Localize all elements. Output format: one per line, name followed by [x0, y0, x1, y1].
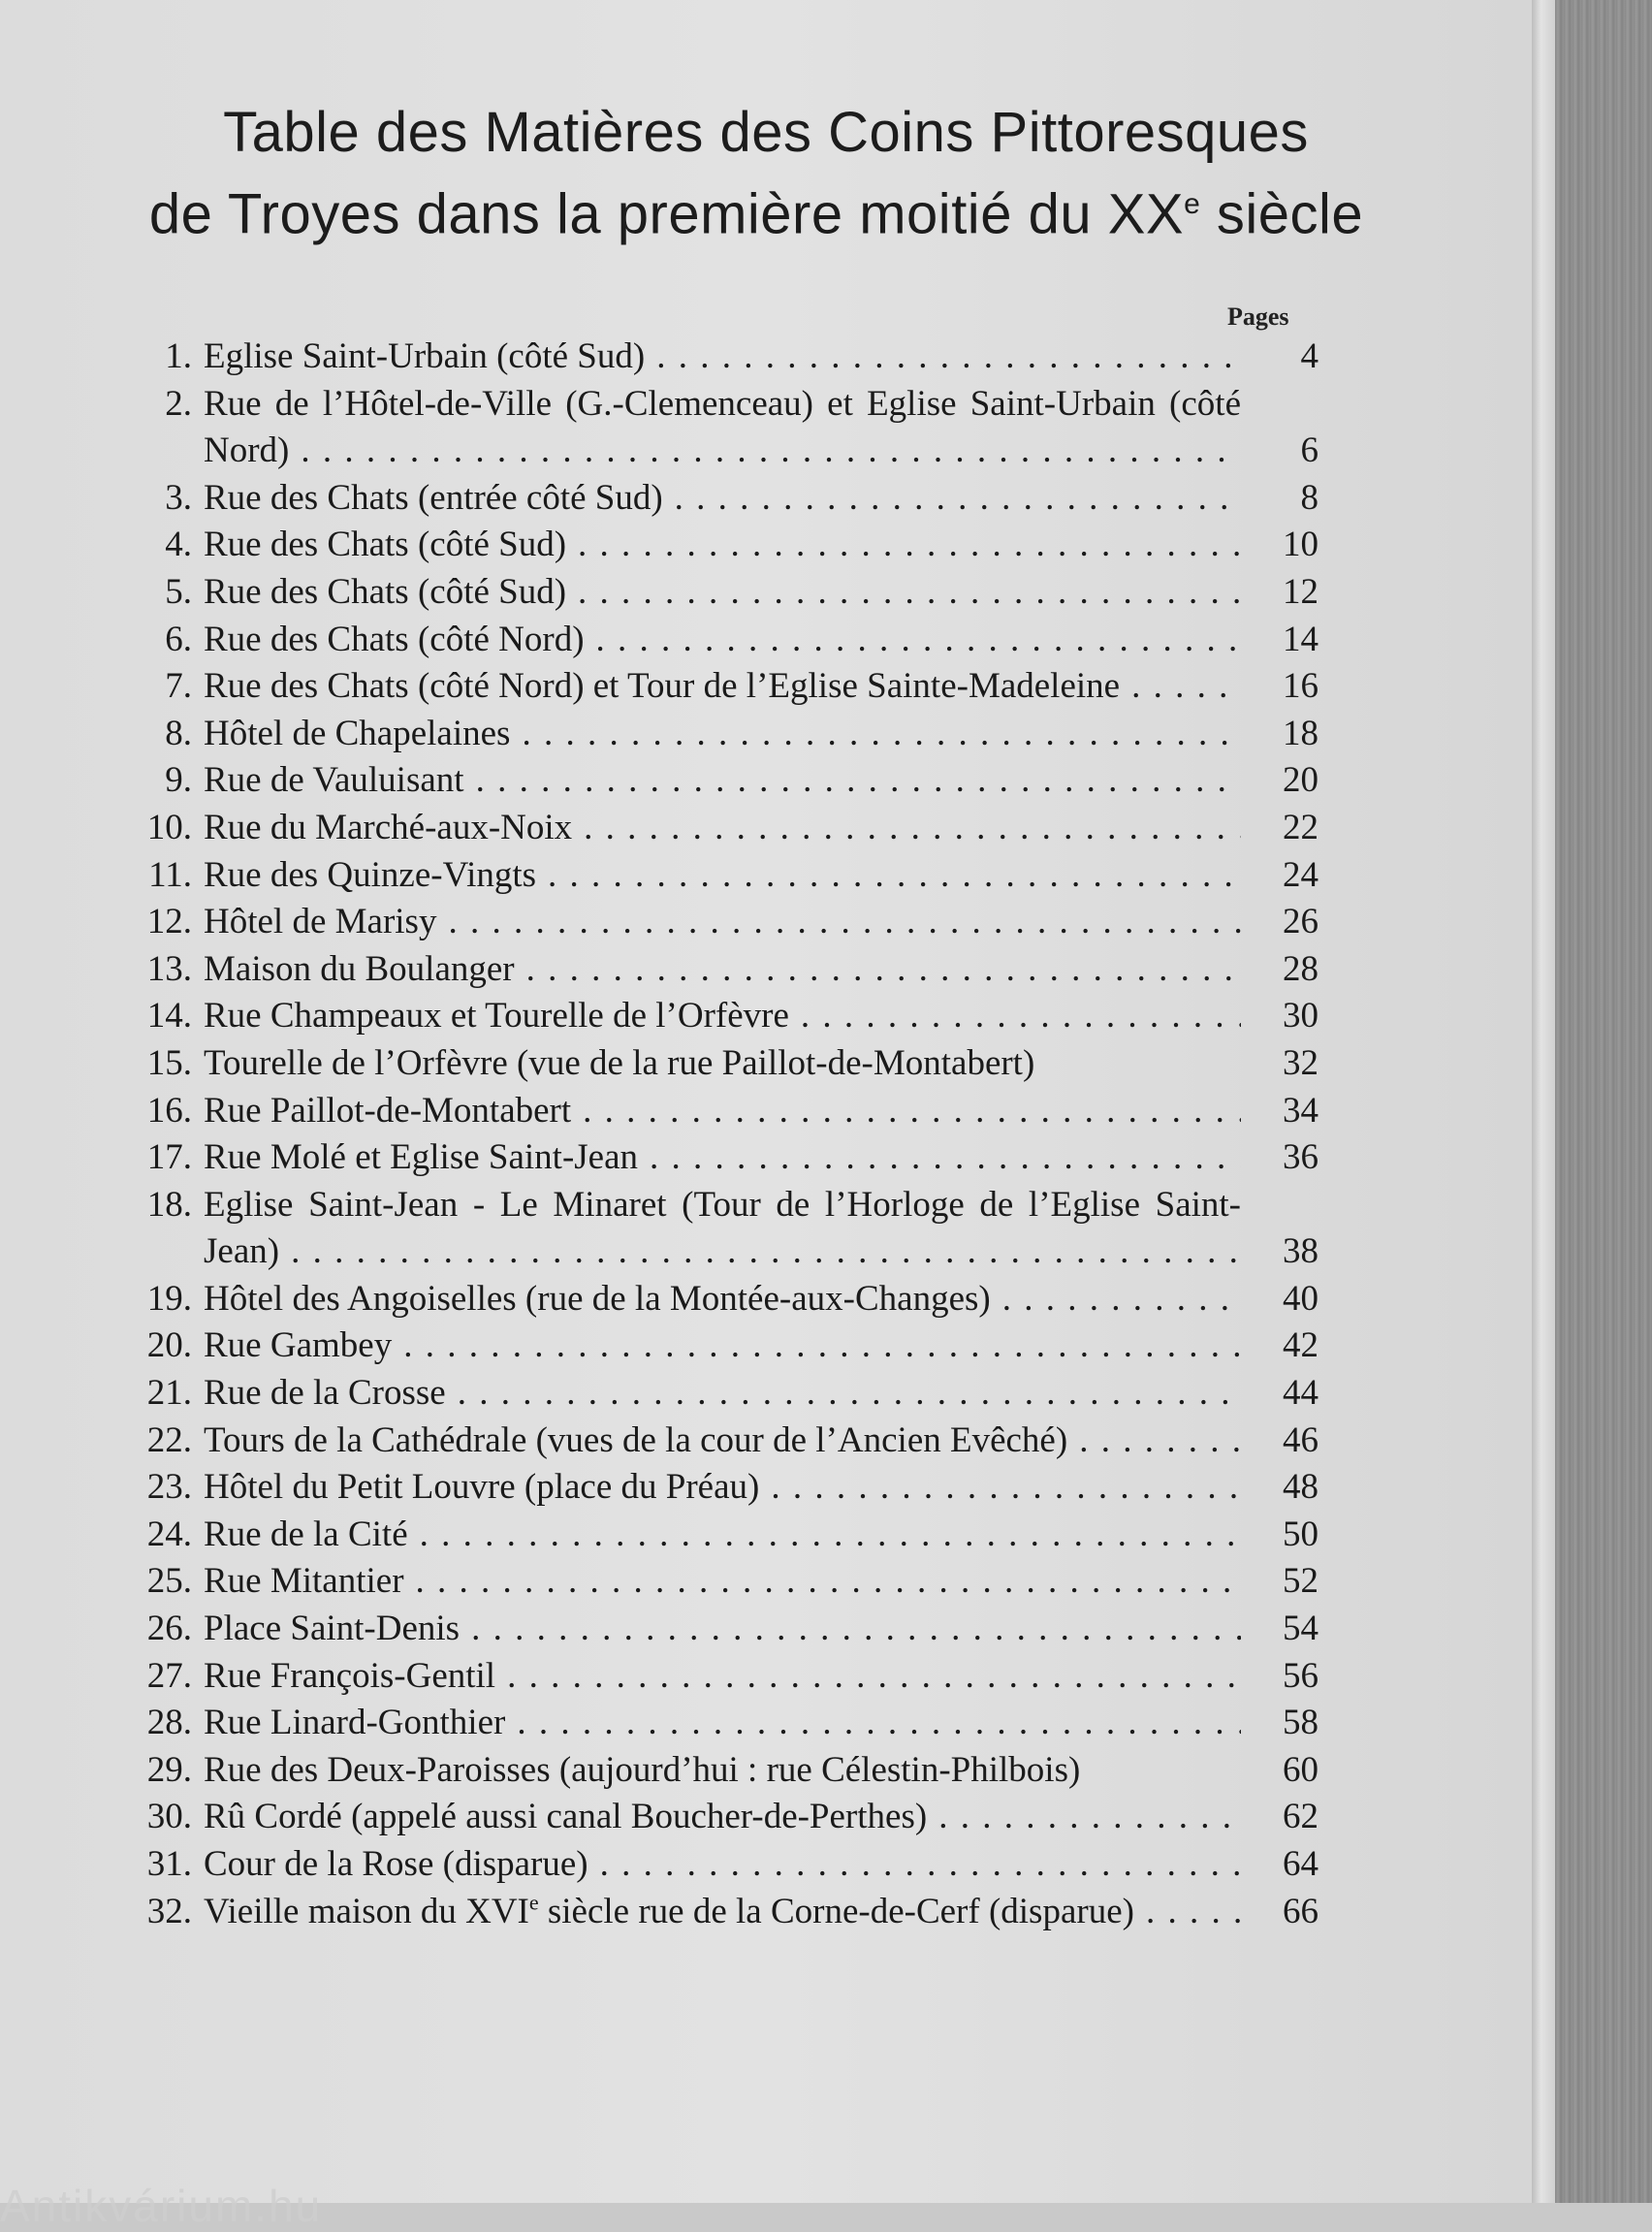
entry-number: 8. [165, 713, 192, 753]
page-edge [1532, 0, 1555, 2203]
entry-page: 14 [1283, 619, 1318, 659]
entry-page: 52 [1283, 1561, 1318, 1602]
entry-title: Hôtel des Angoiselles (rue de la Montée-aux-Changes) . . . [204, 1276, 1241, 1323]
toc-entry [109, 1323, 1318, 1370]
toc-entry [109, 569, 1318, 617]
entry-title: Rue des Chats (côté Nord) . . . [204, 617, 1241, 664]
entry-number: 29. [146, 1749, 192, 1790]
entry-number: 22. [146, 1419, 192, 1460]
entry-title: Rue de Vauluisant . . . [204, 757, 1241, 805]
entry-title: Rue de la Crosse . . . [204, 1370, 1241, 1418]
entry-title: Rue Mitantier . . . [204, 1558, 1241, 1606]
entry-page: 44 [1283, 1373, 1318, 1414]
entry-title: Hôtel de Chapelaines . . . [204, 711, 1241, 758]
toc-entry [109, 946, 1318, 994]
entry-page: 64 [1283, 1844, 1318, 1884]
entry-number: 4. [165, 525, 192, 565]
entry-title: Vieille maison du XVIe siècle rue de la Corne-de-Cerf (disparue) . . . [204, 1889, 1241, 1936]
entry-number: 6. [165, 619, 192, 659]
toc-entry [109, 1558, 1318, 1606]
toc-entry [109, 1418, 1318, 1465]
entry-title: Eglise Saint-Jean - Le Minaret (Tour de l’Horloge de l’Eglise Saint-Jean) . . . [204, 1182, 1241, 1276]
entry-number: 25. [146, 1561, 192, 1602]
entry-title: Rue Champeaux et Tourelle de l’Orfèvre . . . [204, 993, 1241, 1040]
entry-number: 13. [146, 948, 192, 989]
entry-number: 32. [146, 1891, 192, 1931]
entry-page: 4 [1300, 336, 1318, 376]
entry-page: 32 [1283, 1042, 1318, 1083]
entry-page: 10 [1283, 525, 1318, 565]
entry-number: 5. [165, 571, 192, 612]
toc-entry [109, 1889, 1318, 1936]
entry-title: Rue des Chats (côté Sud) . . . [204, 522, 1241, 569]
entry-number: 16. [146, 1090, 192, 1131]
toc-entry [109, 617, 1318, 664]
entry-number: 21. [146, 1373, 192, 1414]
entry-title: Rue Linard-Gonthier . . . [204, 1700, 1241, 1747]
toc-entry [109, 1653, 1318, 1701]
entry-title: Cour de la Rose (disparue) . . . [204, 1841, 1241, 1889]
entry-title: Place Saint-Denis . . . [204, 1606, 1241, 1653]
toc-entry [109, 711, 1318, 758]
toc-entry [109, 1512, 1318, 1559]
toc-entry [109, 1276, 1318, 1323]
toc-entry [109, 663, 1318, 711]
entry-title: Rue Molé et Eglise Saint-Jean . . . [204, 1134, 1241, 1182]
title-superscript: e [1184, 188, 1201, 220]
entry-number: 14. [146, 996, 192, 1036]
entry-title: Rue des Quinze-Vingts . . . [204, 852, 1241, 900]
entry-title: Rue de la Cité . . . [204, 1512, 1241, 1559]
entry-number: 31. [146, 1844, 192, 1884]
toc-entry [109, 1464, 1318, 1512]
entry-number: 23. [146, 1467, 192, 1508]
entry-title: Rue des Deux-Paroisses (aujourd’hui : rue Célestin-Philbois) [204, 1749, 1081, 1790]
table-of-contents [109, 334, 1318, 1935]
entry-page: 62 [1283, 1797, 1318, 1837]
entry-page: 12 [1283, 571, 1318, 612]
toc-entry [109, 1134, 1318, 1182]
toc-entry [109, 993, 1318, 1040]
entry-number: 19. [146, 1278, 192, 1319]
entry-number: 20. [146, 1325, 192, 1366]
entry-number: 1. [165, 336, 192, 376]
toc-entry [109, 381, 1318, 475]
entry-page: 60 [1283, 1749, 1318, 1790]
entry-page: 24 [1283, 854, 1318, 895]
watermark-text: Antikvárium.hu [0, 2181, 323, 2231]
toc-entry [109, 1700, 1318, 1747]
toc-entry [109, 805, 1318, 852]
toc-entry [109, 1040, 1318, 1088]
toc-entry [109, 899, 1318, 946]
entry-page: 26 [1283, 902, 1318, 942]
entry-title: Maison du Boulanger . . . [204, 946, 1241, 994]
entry-title: Hôtel du Petit Louvre (place du Préau) . . . [204, 1464, 1241, 1512]
entry-page: 48 [1283, 1467, 1318, 1508]
entry-number: 18. [146, 1184, 192, 1225]
entry-number: 24. [146, 1514, 192, 1554]
entry-number: 12. [146, 902, 192, 942]
book-cover-edge [1555, 0, 1652, 2203]
entry-number: 26. [146, 1609, 192, 1649]
title-line-1: Table des Matières des Coins Pittoresques [223, 101, 1309, 164]
entry-page: 36 [1283, 1137, 1318, 1178]
entry-page: 16 [1283, 666, 1318, 707]
entry-page: 18 [1283, 713, 1318, 753]
toc-entry [109, 1747, 1318, 1795]
toc-entry [109, 475, 1318, 523]
entry-page: 40 [1283, 1278, 1318, 1319]
entry-page: 66 [1283, 1891, 1318, 1931]
entry-page: 30 [1283, 996, 1318, 1036]
entry-page: 34 [1283, 1090, 1318, 1131]
entry-number: 27. [146, 1655, 192, 1696]
entry-number: 7. [165, 666, 192, 707]
entry-page: 54 [1283, 1609, 1318, 1649]
toc-entry [109, 334, 1318, 381]
entry-title: Rue du Marché-aux-Noix . . . [204, 805, 1241, 852]
entry-title: Rue de l’Hôtel-de-Ville (G.-Clemenceau) et Eglise Saint-Urbain (côté Nord) . . . [204, 381, 1241, 475]
entry-page: 8 [1300, 477, 1318, 518]
entry-page: 20 [1283, 760, 1318, 801]
entry-title: Rue des Chats (côté Sud) . . . [204, 569, 1241, 617]
title-line-2-text: de Troyes dans la première moitié du XX [148, 182, 1185, 246]
entry-title: Eglise Saint-Urbain (côté Sud) . . . [204, 334, 1241, 381]
toc-entry [109, 522, 1318, 569]
entry-number: 10. [146, 807, 192, 847]
toc-entry [109, 1606, 1318, 1653]
entry-page: 22 [1283, 807, 1318, 847]
entry-number: 9. [165, 760, 192, 801]
entry-page: 46 [1283, 1419, 1318, 1460]
entry-number: 17. [146, 1137, 192, 1178]
entry-title: Rue Gambey . . . [204, 1323, 1241, 1370]
toc-entry [109, 1088, 1318, 1135]
entry-title: Tours de la Cathédrale (vues de la cour de l’Ancien Evêché) . . . [204, 1418, 1241, 1465]
toc-entry [109, 1841, 1318, 1889]
entry-page: 58 [1283, 1703, 1318, 1743]
page-title [0, 97, 1532, 250]
entry-page: 28 [1283, 948, 1318, 989]
entry-title: Tourelle de l’Orfèvre (vue de la rue Paillot-de-Montabert) [204, 1042, 1035, 1083]
toc-entry [109, 1794, 1318, 1841]
toc-entry [109, 1370, 1318, 1418]
entry-superscript: e [528, 1890, 539, 1915]
entry-title: Rue des Chats (côté Nord) et Tour de l’Eglise Sainte-Madeleine . . . [204, 663, 1241, 711]
entry-title: Rue des Chats (entrée côté Sud) . . . [204, 475, 1241, 523]
entry-number: 3. [165, 477, 192, 518]
toc-entry [109, 1182, 1318, 1276]
entry-number: 11. [148, 854, 192, 895]
entry-title: Rue Paillot-de-Montabert . . . [204, 1088, 1241, 1135]
entry-page: 50 [1283, 1514, 1318, 1554]
entry-title: Rue François-Gentil . . . [204, 1653, 1241, 1701]
toc-entry [109, 852, 1318, 900]
entry-number: 2. [165, 383, 192, 424]
entry-page: 56 [1283, 1655, 1318, 1696]
title-line-2-end: siècle [1200, 182, 1364, 246]
entry-title: Hôtel de Marisy . . . [204, 899, 1241, 946]
entry-page: 38 [1283, 1231, 1318, 1272]
entry-page: 42 [1283, 1325, 1318, 1366]
pages-column-label: Pages [1227, 303, 1289, 331]
entry-page: 6 [1300, 430, 1318, 471]
entry-number: 30. [146, 1797, 192, 1837]
entry-number: 28. [146, 1703, 192, 1743]
toc-entry [109, 757, 1318, 805]
entry-title: Rû Cordé (appelé aussi canal Boucher-de-Perthes) . . . [204, 1794, 1241, 1841]
title-line-2 [0, 169, 1532, 250]
entry-number: 15. [146, 1042, 192, 1083]
